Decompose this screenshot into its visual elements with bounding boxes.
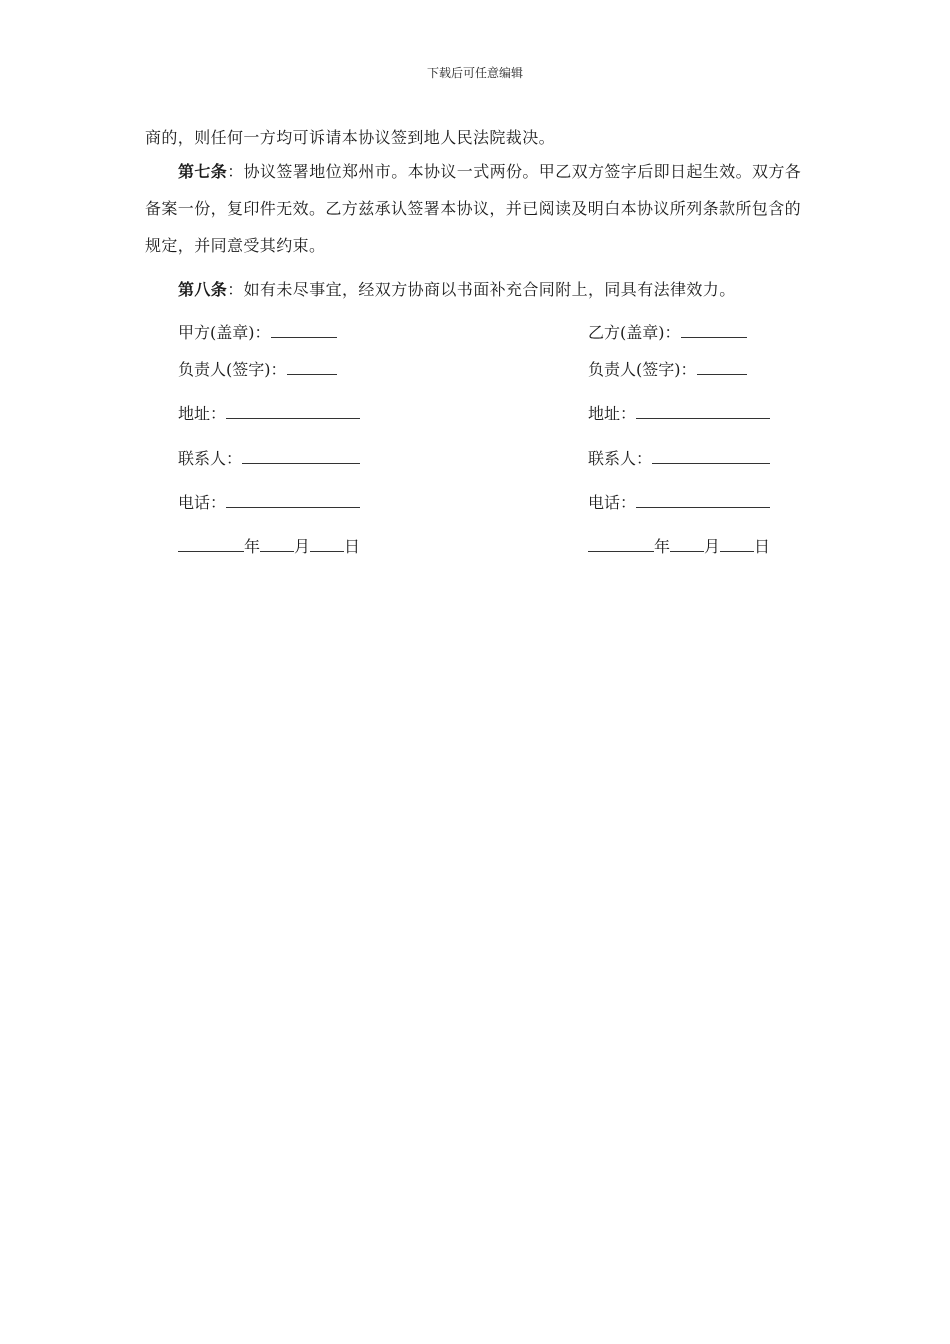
party-a-rep-row — [178, 358, 337, 382]
party-b-contact-row — [588, 447, 770, 471]
party-a-phone-label: 电话： — [178, 493, 227, 512]
party-a-day-blank[interactable] — [310, 537, 344, 552]
party-b-address-row — [588, 402, 770, 426]
party-b-contact-label: 联系人： — [588, 449, 653, 468]
party-a-address-blank[interactable] — [226, 404, 360, 419]
party-a-month-label: 月 — [294, 537, 311, 556]
article-eight-heading: 第八条 — [178, 280, 228, 299]
party-b-rep-blank[interactable] — [697, 360, 747, 375]
party-b-seal-label: 乙方(盖章)： — [588, 323, 681, 342]
party-b-phone-blank[interactable] — [636, 493, 770, 508]
party-b-day-blank[interactable] — [720, 537, 754, 552]
party-a-contact-label: 联系人： — [178, 449, 243, 468]
article-seven — [145, 153, 805, 264]
party-a-rep-blank[interactable] — [287, 360, 337, 375]
party-b-phone-label: 电话： — [588, 493, 637, 512]
article-seven-text: ：协议签署地位郑州市。本协议一式两份。甲乙双方签字后即日起生效。双方各备案一份，复印件无效。乙方兹承认签署本协议，并已阅读及明白本协议所列条款所包含的规定，并同意受其约束。 — [145, 162, 802, 255]
party-b-date-row — [588, 535, 770, 559]
party-b-year-blank[interactable] — [588, 537, 654, 552]
party-a-date-row — [178, 535, 360, 559]
article-eight-text: ：如有未尽事宜，经双方协商以书面补充合同附上，同具有法律效力。 — [227, 280, 736, 299]
party-b-contact-blank[interactable] — [652, 449, 770, 464]
party-a-address-row — [178, 402, 360, 426]
party-b-phone-row — [588, 491, 770, 515]
party-b-seal-blank[interactable] — [681, 323, 747, 338]
party-a-year-blank[interactable] — [178, 537, 244, 552]
party-a-seal-row — [178, 321, 337, 345]
party-b-address-label: 地址： — [588, 404, 637, 423]
party-a-contact-blank[interactable] — [242, 449, 360, 464]
party-a-phone-blank[interactable] — [226, 493, 360, 508]
party-b-month-blank[interactable] — [670, 537, 704, 552]
paragraph-continued: 商的，则任何一方均可诉请本协议签到地人民法院裁决。 — [145, 128, 556, 147]
party-b-rep-row — [588, 358, 747, 382]
party-b-year-label: 年 — [654, 537, 671, 556]
party-a-phone-row — [178, 491, 360, 515]
party-b-month-label: 月 — [704, 537, 721, 556]
party-a-seal-label: 甲方(盖章)： — [178, 323, 271, 342]
article-seven-heading: 第七条 — [178, 162, 228, 181]
article-eight — [145, 271, 805, 308]
page-header: 下载后可任意编辑 — [426, 66, 523, 80]
party-a-seal-blank[interactable] — [271, 323, 337, 338]
party-a-contact-row — [178, 447, 360, 471]
party-b-address-blank[interactable] — [636, 404, 770, 419]
party-b-day-label: 日 — [754, 537, 771, 556]
party-a-day-label: 日 — [344, 537, 361, 556]
party-b-rep-label: 负责人(签字)： — [588, 360, 697, 379]
party-a-month-blank[interactable] — [260, 537, 294, 552]
party-a-rep-label: 负责人(签字)： — [178, 360, 287, 379]
party-b-seal-row — [588, 321, 747, 345]
party-a-address-label: 地址： — [178, 404, 227, 423]
party-a-year-label: 年 — [244, 537, 261, 556]
